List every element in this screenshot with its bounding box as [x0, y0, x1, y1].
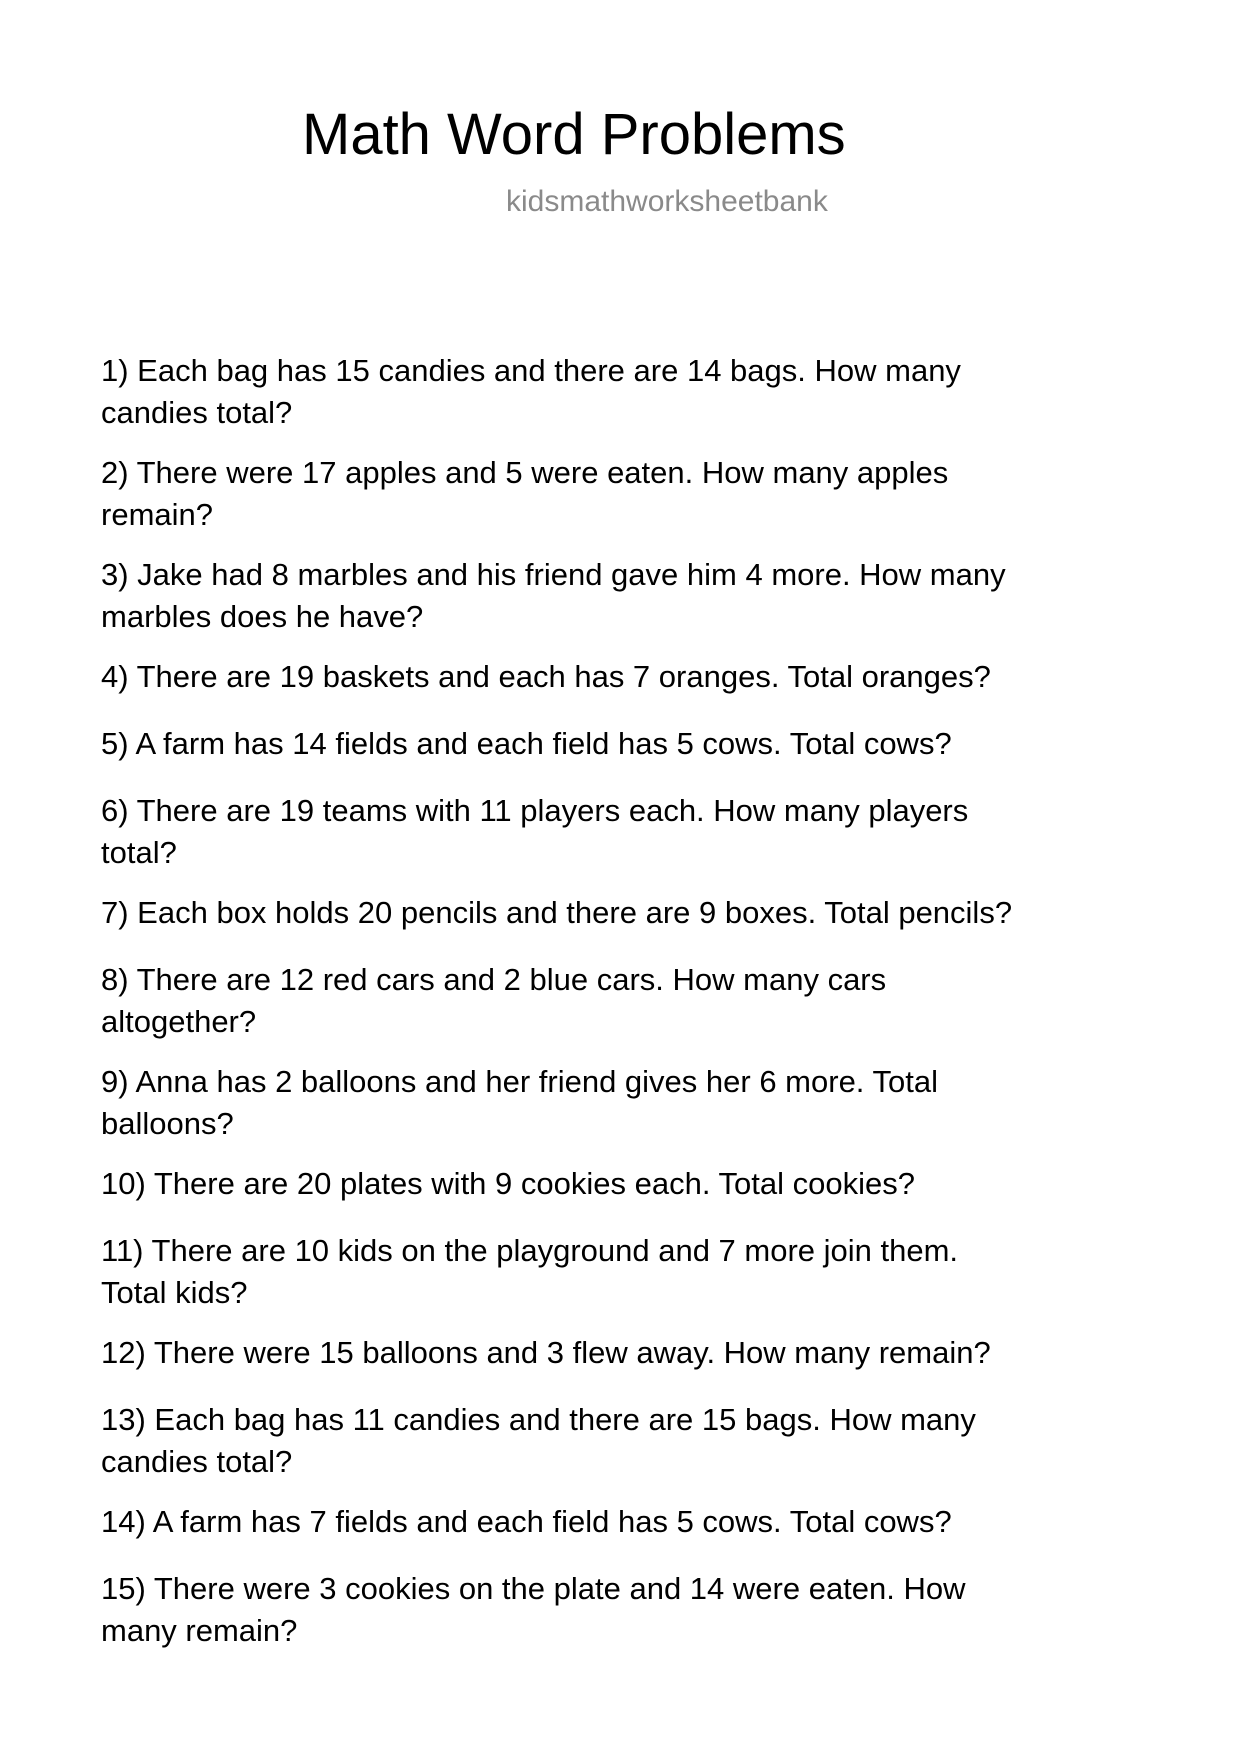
- problem-text-line: many remain?: [101, 1613, 298, 1648]
- problem-text-line: 1) Each bag has 15 candies and there are 14 bags. How many: [101, 353, 961, 388]
- problem-item: [101, 892, 1201, 934]
- problem-item: [101, 554, 1201, 638]
- problem-text-line: 13) Each bag has 11 candies and there are 15 bags. How many: [101, 1402, 976, 1437]
- problem-text-line: candies total?: [101, 395, 293, 430]
- problem-item: [101, 1399, 1201, 1483]
- problem-item: [101, 1501, 1201, 1543]
- problem-text-line: altogether?: [101, 1004, 257, 1039]
- problem-item: [101, 656, 1201, 698]
- problem-text-line: 12) There were 15 balloons and 3 flew away. How many remain?: [101, 1335, 991, 1370]
- problem-text-line: 9) Anna has 2 balloons and her friend gives her 6 more. Total: [101, 1064, 938, 1099]
- problem-item: [101, 1061, 1201, 1145]
- problem-text-line: 3) Jake had 8 marbles and his friend gave him 4 more. How many: [101, 557, 1006, 592]
- problem-text-line: 10) There are 20 plates with 9 cookies each. Total cookies?: [101, 1166, 915, 1201]
- problem-text-line: 4) There are 19 baskets and each has 7 oranges. Total oranges?: [101, 659, 991, 694]
- problem-text-line: 11) There are 10 kids on the playground and 7 more join them.: [101, 1233, 959, 1268]
- problem-item: [101, 723, 1201, 765]
- problem-text-line: marbles does he have?: [101, 599, 424, 634]
- problem-text-line: 8) There are 12 red cars and 2 blue cars. How many cars: [101, 962, 887, 997]
- problem-text-line: Total kids?: [101, 1275, 248, 1310]
- problem-text-line: candies total?: [101, 1444, 293, 1479]
- problem-item: [101, 959, 1201, 1043]
- problem-item: [101, 1332, 1201, 1374]
- problem-text-line: total?: [101, 835, 177, 870]
- problem-text-line: 6) There are 19 teams with 11 players each. How many players: [101, 793, 969, 828]
- problem-item: [101, 452, 1201, 536]
- problem-item: [101, 790, 1201, 874]
- problem-text-line: remain?: [101, 497, 213, 532]
- problem-text-line: 14) A farm has 7 fields and each field has 5 cows. Total cows?: [101, 1504, 952, 1539]
- page-subtitle: kidsmathworksheetbank: [506, 185, 828, 218]
- problem-text-line: 15) There were 3 cookies on the plate and 14 were eaten. How: [101, 1571, 966, 1606]
- problem-text-line: balloons?: [101, 1106, 234, 1141]
- problem-text-line: 5) A farm has 14 fields and each field has 5 cows. Total cows?: [101, 726, 952, 761]
- problem-item: [101, 1568, 1201, 1652]
- problem-text-line: 7) Each box holds 20 pencils and there are 9 boxes. Total pencils?: [101, 895, 1013, 930]
- problem-item: [101, 1230, 1201, 1314]
- problem-item: [101, 350, 1201, 434]
- problem-text-line: 2) There were 17 apples and 5 were eaten. How many apples: [101, 455, 949, 490]
- problem-item: [101, 1163, 1201, 1205]
- page-title: Math Word Problems: [302, 102, 846, 167]
- problem-list: [101, 350, 1201, 1670]
